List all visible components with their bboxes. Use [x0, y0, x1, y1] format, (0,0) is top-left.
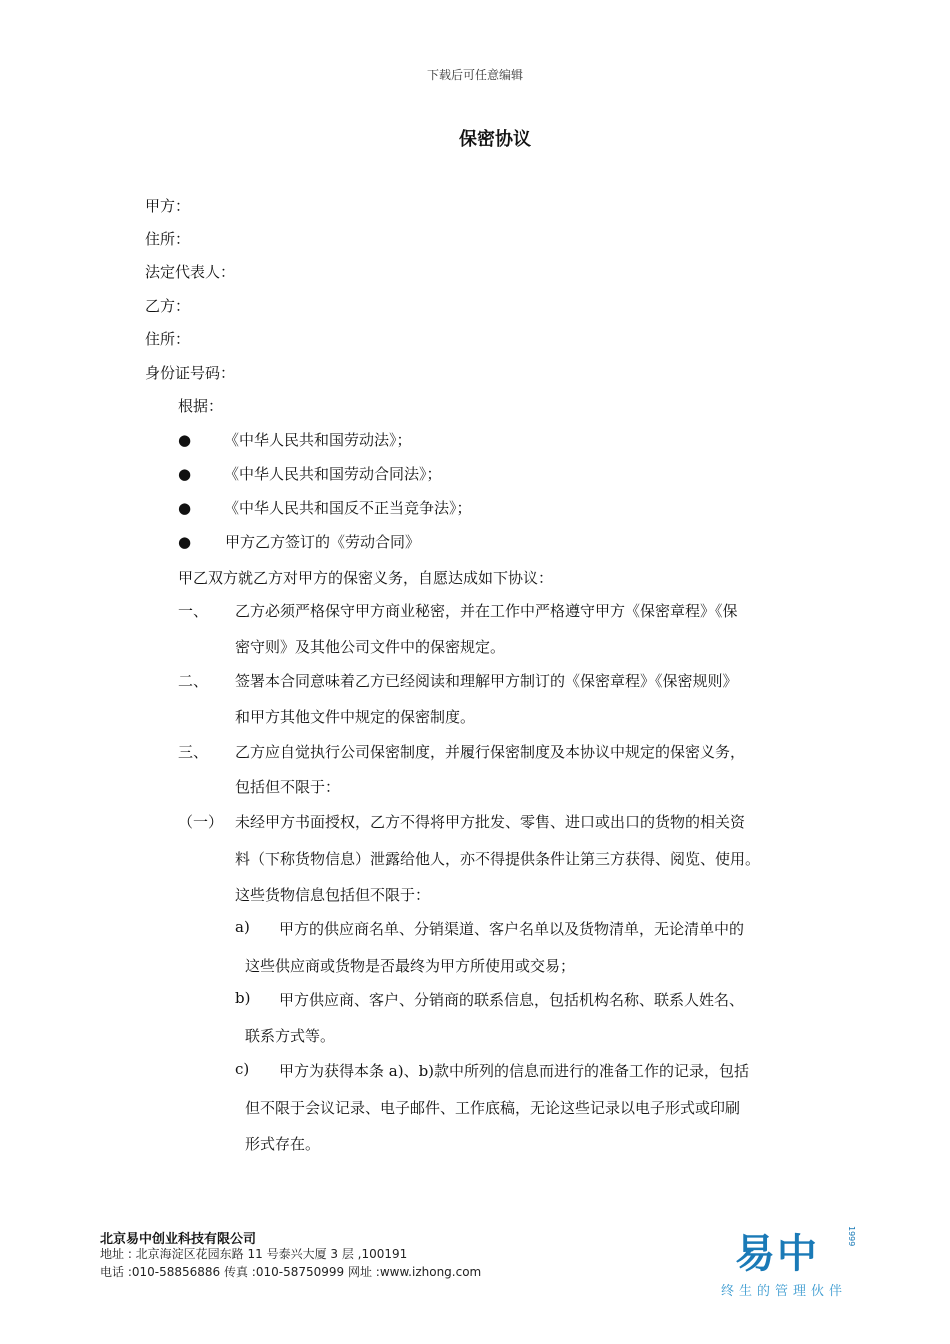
item-line: 甲方的供应商名单、分销渠道、客户名单以及货物清单，无论清单中的 [279, 920, 745, 938]
item-number: c) [235, 1060, 250, 1078]
clause-line: 和甲方其他文件中规定的保密制度。 [235, 708, 476, 726]
clause-line: 包括但不限于： [235, 778, 341, 796]
item-line: 甲方供应商、客户、分销商的联系信息，包括机构名称、联系人姓名、 [279, 991, 745, 1009]
law-item [178, 463, 442, 484]
bullet-icon: ● [178, 465, 192, 483]
subclause-line: 未经甲方书面授权，乙方不得将甲方批发、零售、进口或出口的货物的相关资 [235, 813, 746, 831]
law-item [178, 531, 420, 552]
subclause-line: 这些货物信息包括但不限于： [235, 886, 431, 904]
law-item [178, 497, 472, 518]
law-item [178, 429, 412, 450]
document-title: 保密协议 [459, 129, 531, 150]
intro-paragraph: 甲乙双方就乙方对甲方的保密义务，自愿达成如下协议： [178, 569, 554, 587]
logo-year: 1999 [847, 1226, 856, 1247]
clause-number: 三、 [178, 743, 209, 761]
footer-address: 地址 : 北京海淀区花园东路 11 号泰兴大厦 3 层 ,100191 [100, 1247, 408, 1261]
bullet-icon: ● [178, 431, 192, 449]
law-text: 甲方乙方签订的《劳动合同》 [225, 533, 421, 551]
header-note: 下载后可任意编辑 [426, 68, 523, 82]
law-text: 《中华人民共和国劳动合同法》； [224, 465, 442, 483]
field-address-b: 住所： [145, 330, 191, 348]
subclause-number: （一） [178, 813, 224, 831]
item-line: 但不限于会议记录、电子邮件、工作底稿，无论这些记录以电子形式或印刷 [245, 1099, 741, 1117]
company-logo [721, 1222, 865, 1302]
field-address-a: 住所： [145, 230, 191, 248]
item-line: 联系方式等。 [245, 1027, 336, 1045]
clause-number: 二、 [178, 672, 209, 690]
bullet-icon: ● [178, 499, 192, 517]
footer-company-name: 北京易中创业科技有限公司 [100, 1232, 257, 1247]
item-number: a) [235, 918, 250, 936]
field-party-b: 乙方： [145, 297, 191, 315]
field-legal-representative: 法定代表人： [145, 263, 236, 281]
bullet-icon: ● [178, 533, 192, 551]
clause-line: 乙方必须严格保守甲方商业秘密，并在工作中严格遵守甲方《保密章程》《保 [235, 602, 738, 620]
field-party-a: 甲方： [145, 197, 191, 215]
logo-wordmark: 易中 [735, 1231, 819, 1277]
law-text: 《中华人民共和国劳动法》； [224, 431, 412, 449]
clause-number: 一、 [178, 602, 209, 620]
clause-line: 签署本合同意味着乙方已经阅读和理解甲方制订的《保密章程》《保密规则》 [235, 672, 738, 690]
logo-slogan: 终生的管理伙伴 [721, 1284, 848, 1299]
law-text: 《中华人民共和国反不正当竞争法》； [224, 499, 472, 517]
subclause-line: 料（下称货物信息）泄露给他人，亦不得提供条件让第三方获得、阅览、使用。 [235, 850, 761, 868]
footer-contact: 电话 :010-58856886 传真 :010-58750999 网址 :www.izhong.com [100, 1265, 482, 1279]
clause-line: 乙方应自觉执行公司保密制度，并履行保密制度及本协议中规定的保密义务， [235, 743, 746, 761]
field-id-number: 身份证号码： [145, 364, 236, 382]
item-line: 甲方为获得本条 a)、b)款中所列的信息而进行的准备工作的记录，包括 [279, 1062, 750, 1080]
basis-label: 根据： [178, 397, 224, 415]
clause-line: 密守则》及其他公司文件中的保密规定。 [235, 638, 506, 656]
item-line: 形式存在。 [245, 1135, 321, 1153]
item-number: b) [235, 989, 251, 1007]
item-line: 这些供应商或货物是否最终为甲方所使用或交易； [245, 957, 576, 975]
